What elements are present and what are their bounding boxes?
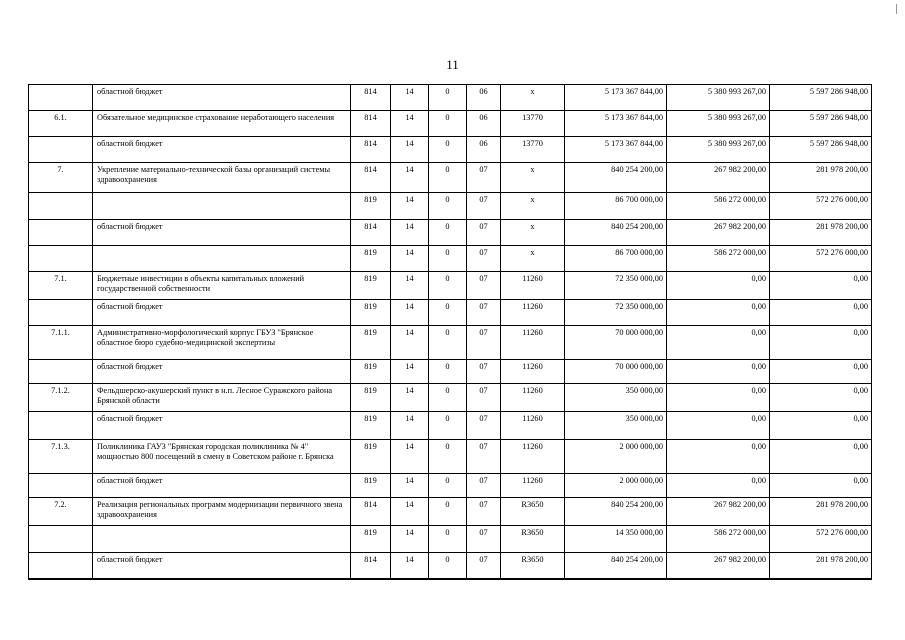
amount-year-1: 72 350 000,00 <box>565 272 667 300</box>
amount-year-3: 0,00 <box>770 384 872 412</box>
amount-year-3: 281 978 200,00 <box>770 498 872 526</box>
table-row <box>29 553 872 579</box>
code-direction: x <box>501 246 565 272</box>
table-row <box>29 474 872 498</box>
table-row <box>29 440 872 474</box>
amount-year-1: 72 350 000,00 <box>565 300 667 326</box>
code-subprogram: 0 <box>429 526 467 553</box>
code-direction: x <box>501 193 565 220</box>
table-row <box>29 300 872 326</box>
code-event: 07 <box>467 360 501 384</box>
code-ministry: 819 <box>351 272 391 300</box>
code-event: 07 <box>467 498 501 526</box>
budget-table <box>28 84 872 580</box>
code-direction: 13770 <box>501 137 565 163</box>
row-name <box>93 246 351 272</box>
code-program: 14 <box>391 440 429 474</box>
row-name: Обязательное медицинское страхование неработающего населения <box>93 111 351 137</box>
code-direction: 11260 <box>501 384 565 412</box>
row-name: Административно-морфологический корпус ГБУЗ "Брянское областное бюро судебно-медицинской экспертизы <box>93 326 351 360</box>
code-subprogram: 0 <box>429 384 467 412</box>
code-subprogram: 0 <box>429 498 467 526</box>
amount-year-3: 5 597 286 948,00 <box>770 85 872 111</box>
amount-year-1: 2 000 000,00 <box>565 474 667 498</box>
code-event: 07 <box>467 193 501 220</box>
amount-year-2: 267 982 200,00 <box>667 498 770 526</box>
row-name: Фельдшерско-акушерский пункт в н.п. Лесное Суражского района Брянской области <box>93 384 351 412</box>
code-program: 14 <box>391 246 429 272</box>
row-number: 7.2. <box>29 498 93 526</box>
code-program: 14 <box>391 193 429 220</box>
code-event: 07 <box>467 384 501 412</box>
row-number: 7.1.2. <box>29 384 93 412</box>
amount-year-1: 5 173 367 844,00 <box>565 85 667 111</box>
amount-year-2: 0,00 <box>667 474 770 498</box>
code-ministry: 819 <box>351 300 391 326</box>
code-subprogram: 0 <box>429 440 467 474</box>
code-ministry: 819 <box>351 360 391 384</box>
code-program: 14 <box>391 220 429 246</box>
table-body <box>29 85 872 579</box>
amount-year-2: 0,00 <box>667 384 770 412</box>
code-direction: x <box>501 85 565 111</box>
code-subprogram: 0 <box>429 272 467 300</box>
amount-year-2: 267 982 200,00 <box>667 553 770 579</box>
amount-year-3: 0,00 <box>770 300 872 326</box>
amount-year-1: 840 254 200,00 <box>565 220 667 246</box>
code-subprogram: 0 <box>429 220 467 246</box>
code-event: 07 <box>467 163 501 193</box>
row-name: областной бюджет <box>93 137 351 163</box>
code-event: 07 <box>467 553 501 579</box>
table-row <box>29 85 872 111</box>
amount-year-3: 0,00 <box>770 272 872 300</box>
code-subprogram: 0 <box>429 85 467 111</box>
code-subprogram: 0 <box>429 300 467 326</box>
code-ministry: 814 <box>351 111 391 137</box>
table-row <box>29 137 872 163</box>
amount-year-2: 586 272 000,00 <box>667 526 770 553</box>
code-direction: 11260 <box>501 474 565 498</box>
table-row <box>29 193 872 220</box>
table-row <box>29 360 872 384</box>
row-name: областной бюджет <box>93 412 351 440</box>
amount-year-3: 572 276 000,00 <box>770 246 872 272</box>
code-program: 14 <box>391 163 429 193</box>
table-row <box>29 498 872 526</box>
amount-year-1: 70 000 000,00 <box>565 360 667 384</box>
code-direction: x <box>501 163 565 193</box>
code-ministry: 819 <box>351 474 391 498</box>
amount-year-1: 840 254 200,00 <box>565 498 667 526</box>
row-name: областной бюджет <box>93 553 351 579</box>
amount-year-3: 0,00 <box>770 474 872 498</box>
row-name: областной бюджет <box>93 300 351 326</box>
code-direction: 11260 <box>501 412 565 440</box>
code-direction: 11260 <box>501 440 565 474</box>
row-name: областной бюджет <box>93 85 351 111</box>
code-event: 07 <box>467 272 501 300</box>
code-subprogram: 0 <box>429 246 467 272</box>
row-name: областной бюджет <box>93 360 351 384</box>
code-program: 14 <box>391 384 429 412</box>
code-ministry: 814 <box>351 553 391 579</box>
amount-year-1: 70 000 000,00 <box>565 326 667 360</box>
amount-year-3: 281 978 200,00 <box>770 553 872 579</box>
code-program: 14 <box>391 272 429 300</box>
row-name: Укрепление материально-технической базы организаций системы здравоохранения <box>93 163 351 193</box>
amount-year-1: 840 254 200,00 <box>565 553 667 579</box>
amount-year-2: 0,00 <box>667 272 770 300</box>
amount-year-1: 2 000 000,00 <box>565 440 667 474</box>
code-direction: R3650 <box>501 553 565 579</box>
code-subprogram: 0 <box>429 193 467 220</box>
page-number: 11 <box>446 57 459 72</box>
table-row <box>29 111 872 137</box>
row-name: Бюджетные инвестиции в объекты капитальных вложений государственной собственности <box>93 272 351 300</box>
table-row <box>29 246 872 272</box>
row-number <box>29 360 93 384</box>
amount-year-2: 0,00 <box>667 412 770 440</box>
code-event: 07 <box>467 246 501 272</box>
row-number: 7. <box>29 163 93 193</box>
code-event: 06 <box>467 137 501 163</box>
code-subprogram: 0 <box>429 360 467 384</box>
amount-year-3: 572 276 000,00 <box>770 526 872 553</box>
amount-year-1: 86 700 000,00 <box>565 246 667 272</box>
row-name: Поликлиника ГАУЗ "Брянская городская поликлиника № 4" мощностью 800 посещений в смену в Советском районе г. Брянска <box>93 440 351 474</box>
row-name <box>93 193 351 220</box>
code-ministry: 819 <box>351 246 391 272</box>
row-number <box>29 220 93 246</box>
code-direction: R3650 <box>501 498 565 526</box>
row-name <box>93 526 351 553</box>
table-row <box>29 272 872 300</box>
table-row <box>29 384 872 412</box>
code-event: 07 <box>467 412 501 440</box>
code-event: 06 <box>467 111 501 137</box>
code-ministry: 814 <box>351 220 391 246</box>
code-program: 14 <box>391 526 429 553</box>
row-number <box>29 412 93 440</box>
row-number: 7.1.1. <box>29 326 93 360</box>
amount-year-3: 572 276 000,00 <box>770 193 872 220</box>
code-program: 14 <box>391 326 429 360</box>
code-program: 14 <box>391 85 429 111</box>
amount-year-2: 0,00 <box>667 360 770 384</box>
amount-year-1: 86 700 000,00 <box>565 193 667 220</box>
amount-year-2: 0,00 <box>667 440 770 474</box>
code-program: 14 <box>391 498 429 526</box>
amount-year-3: 5 597 286 948,00 <box>770 111 872 137</box>
table-row <box>29 326 872 360</box>
code-direction: 11260 <box>501 272 565 300</box>
code-direction: x <box>501 220 565 246</box>
row-number <box>29 137 93 163</box>
amount-year-2: 0,00 <box>667 326 770 360</box>
code-event: 06 <box>467 85 501 111</box>
row-number: 7.1.3. <box>29 440 93 474</box>
amount-year-3: 281 978 200,00 <box>770 220 872 246</box>
code-ministry: 814 <box>351 85 391 111</box>
code-ministry: 819 <box>351 440 391 474</box>
code-event: 07 <box>467 440 501 474</box>
amount-year-1: 350 000,00 <box>565 412 667 440</box>
amount-year-2: 0,00 <box>667 300 770 326</box>
amount-year-2: 5 380 993 267,00 <box>667 137 770 163</box>
row-name: областной бюджет <box>93 474 351 498</box>
table-row <box>29 163 872 193</box>
amount-year-2: 267 982 200,00 <box>667 163 770 193</box>
code-subprogram: 0 <box>429 553 467 579</box>
code-ministry: 814 <box>351 163 391 193</box>
code-ministry: 814 <box>351 137 391 163</box>
amount-year-1: 5 173 367 844,00 <box>565 137 667 163</box>
code-program: 14 <box>391 412 429 440</box>
row-number <box>29 553 93 579</box>
amount-year-3: 0,00 <box>770 360 872 384</box>
code-subprogram: 0 <box>429 326 467 360</box>
code-event: 07 <box>467 474 501 498</box>
row-number: 7.1. <box>29 272 93 300</box>
row-number <box>29 526 93 553</box>
amount-year-2: 586 272 000,00 <box>667 193 770 220</box>
code-event: 07 <box>467 300 501 326</box>
amount-year-3: 0,00 <box>770 440 872 474</box>
amount-year-3: 281 978 200,00 <box>770 163 872 193</box>
row-number <box>29 246 93 272</box>
code-direction: 13770 <box>501 111 565 137</box>
row-number <box>29 193 93 220</box>
amount-year-2: 586 272 000,00 <box>667 246 770 272</box>
code-direction: 11260 <box>501 360 565 384</box>
code-direction: R3650 <box>501 526 565 553</box>
row-number <box>29 300 93 326</box>
code-event: 07 <box>467 526 501 553</box>
table-row <box>29 412 872 440</box>
code-ministry: 819 <box>351 412 391 440</box>
amount-year-2: 5 380 993 267,00 <box>667 85 770 111</box>
code-subprogram: 0 <box>429 163 467 193</box>
amount-year-1: 350 000,00 <box>565 384 667 412</box>
scan-mark <box>896 4 897 14</box>
code-ministry: 819 <box>351 193 391 220</box>
row-name: областной бюджет <box>93 220 351 246</box>
row-number <box>29 474 93 498</box>
amount-year-1: 5 173 367 844,00 <box>565 111 667 137</box>
amount-year-3: 0,00 <box>770 412 872 440</box>
code-direction: 11260 <box>501 300 565 326</box>
code-program: 14 <box>391 474 429 498</box>
code-subprogram: 0 <box>429 412 467 440</box>
code-subprogram: 0 <box>429 474 467 498</box>
code-ministry: 819 <box>351 326 391 360</box>
amount-year-1: 840 254 200,00 <box>565 163 667 193</box>
code-subprogram: 0 <box>429 137 467 163</box>
code-event: 07 <box>467 326 501 360</box>
code-program: 14 <box>391 137 429 163</box>
code-subprogram: 0 <box>429 111 467 137</box>
amount-year-2: 5 380 993 267,00 <box>667 111 770 137</box>
row-number <box>29 85 93 111</box>
code-ministry: 819 <box>351 384 391 412</box>
code-ministry: 814 <box>351 498 391 526</box>
amount-year-3: 5 597 286 948,00 <box>770 137 872 163</box>
amount-year-1: 14 350 000,00 <box>565 526 667 553</box>
code-direction: 11260 <box>501 326 565 360</box>
code-ministry: 819 <box>351 526 391 553</box>
code-program: 14 <box>391 300 429 326</box>
code-program: 14 <box>391 553 429 579</box>
code-event: 07 <box>467 220 501 246</box>
amount-year-2: 267 982 200,00 <box>667 220 770 246</box>
row-number: 6.1. <box>29 111 93 137</box>
code-program: 14 <box>391 360 429 384</box>
row-name: Реализация региональных программ модернизации первичного звена здравоохранения <box>93 498 351 526</box>
table-row <box>29 526 872 553</box>
table-row <box>29 220 872 246</box>
amount-year-3: 0,00 <box>770 326 872 360</box>
code-program: 14 <box>391 111 429 137</box>
